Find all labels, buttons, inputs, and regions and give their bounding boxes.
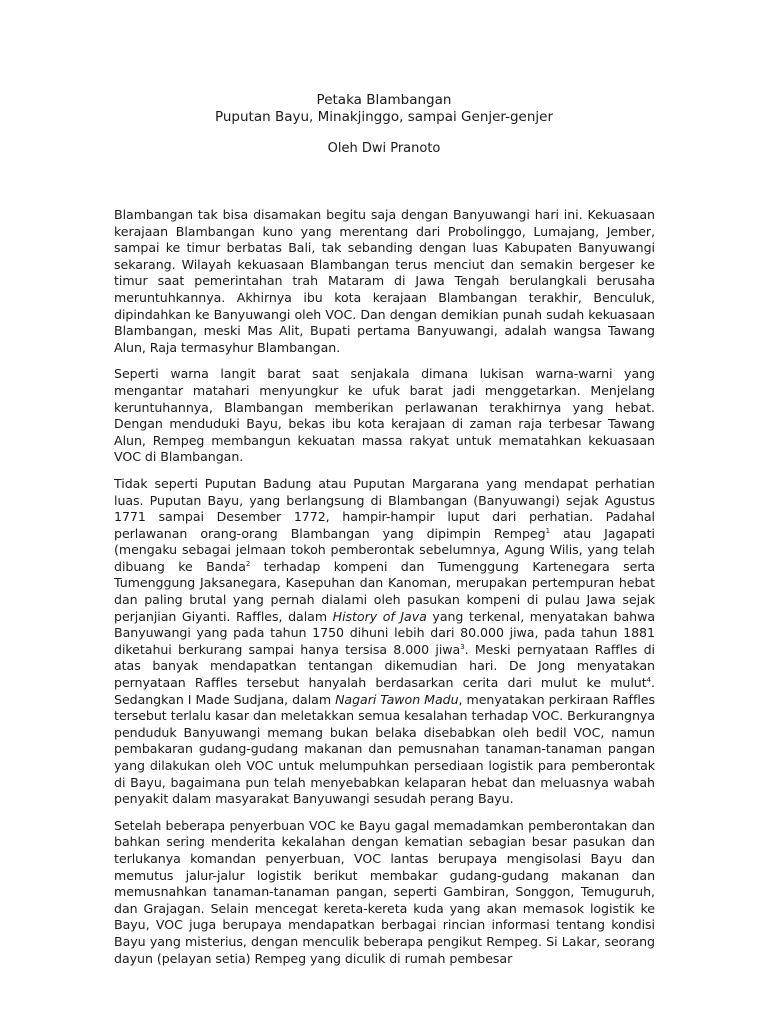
footnote-marker: 3 bbox=[460, 642, 465, 651]
paragraph-text: yang terkenal, menyatakan bahwa Banyuwangi yang pada tahun 1750 dihuni lebih dari 80.000 jiwa, pada tahun 1881 diketahui berkurang sampai hanya tersisa 8.000 jiwa bbox=[114, 608, 655, 657]
paragraph-text: atau Jagapati (mengaku sebagai jelmaan tokoh pemberontak sebelumnya, Agung Wilis, yang telah dibuang ke Banda bbox=[114, 525, 656, 574]
paragraph-text: Setelah beberapa penyerbuan VOC ke Bayu gagal memadamkan pemberontakan dan bahkan sering menderita kekalahan dengan kematian sebagian besar pasukan dan terlukanya komandan penyerbuan, VOC lantas berupaya mengisolasi Bayu dan memutus jalur-jalur logistik berikut membakar gudang-gudang makanan dan memusnahkan tanaman-tanaman pangan, seperti Gambiran, Songgon, Temuguruh, dan Grajagan. Selain mencegat kereta-kereta kuda yang akan memasok logistik ke Bayu, VOC juga berupaya mendapatkan berbagai rincian informasi tentang kondisi Bayu yang misterius, dengan menculik beberapa pengikut Rempeg. Si Lakar, seorang dayun (pelayan setia) Rempeg yang diculik di rumah pembesar bbox=[114, 817, 655, 966]
paragraph-3 bbox=[114, 476, 655, 808]
book-title: Nagari Tawon Madu bbox=[335, 691, 459, 707]
paragraph-4 bbox=[114, 818, 655, 967]
document-title: Petaka Blambangan bbox=[316, 92, 452, 108]
book-title: History of Java bbox=[332, 608, 427, 624]
paragraph-text: . Meski pernyataan Raffles di atas banyak mendapatkan tentangan dikemudian hari. De Jong menyatakan pernyataan Raffles tersebut hanyalah berdasarkan cerita dari mulut ke mulut bbox=[114, 641, 655, 691]
paragraph-text: Tidak seperti Puputan Badung atau Puputan Margarana yang mendapat perhatian luas. Puputan Bayu, yang berlangsung di Blambangan (Banyuwangi) sejak Agustus 1771 sampai Desember 1772, hampir-hampir luput dari perhatian. Padahal perlawanan orang-orang Blambangan yang dipimpin Rempeg bbox=[114, 475, 655, 541]
paragraph-text: . Sedangkan I Made Sudjana, dalam bbox=[114, 675, 655, 707]
footnote-marker: 1 bbox=[545, 526, 550, 535]
footnote-marker: 4 bbox=[646, 675, 652, 684]
document-header bbox=[0, 92, 768, 157]
paragraph-text: Blambangan tak bisa disamakan begitu saja dengan Banyuwangi hari ini. Kekuasaan kerajaan Blambangan kuno yang merentang dari Probolinggo, Lumajang, Jember, sampai ke timur berbatas Bali, tak sebanding dengan luas Kabupaten Banyuwangi sekarang. Wilayah kekuasaan Blambangan terus menciut dan semakin bergeser ke timur saat pemerintahan trah Mataram di Jawa Tengah berulangkali berusaha meruntuhkannya. Akhirnya ibu kota kerajaan Blambangan terakhir, Benculuk, dipindahkan ke Banyuwangi oleh VOC. Dan dengan demikian punah sudah kekuasaan Blambangan, meski Mas Alit, Bupati pertama Banyuwangi, adalah wangsa Tawang Alun, Raja termasyhur Blambangan. bbox=[114, 207, 655, 355]
document-author: Oleh Dwi Pranoto bbox=[327, 141, 441, 156]
paragraph-text: Seperti warna langit barat saat senjakala dimana lukisan warna-warni yang mengantar matahari menyungkur ke ufuk barat jadi menggetarkan. Menjelang keruntuhannya, Blambangan memberikan perlawanan terakhirnya yang hebat. Dengan menduduki Bayu, bekas ibu kota kerajaan di zaman raja terbesar Tawang Alun, Rempeg membangun kekuatan massa rakyat untuk mematahkan kekuasaan VOC di Blambangan. bbox=[114, 366, 655, 465]
document-body bbox=[114, 207, 655, 977]
document-subtitle: Puputan Bayu, Minakjinggo, sampai Genjer-genjer bbox=[214, 109, 554, 125]
paragraph-2 bbox=[114, 366, 655, 466]
paragraph-1 bbox=[114, 207, 655, 356]
paragraph-text: , menyatakan perkiraan Raffles tersebut terlalu kasar dan meletakkan semua kesalahan terhadap VOC. Berkurangnya penduduk Banyuwangi memang bukan belaka disebabkan oleh bedil VOC, namun pembakaran gudang-gudang makanan dan pemusnahan tanaman-tanaman pangan yang dilakukan oleh VOC untuk melumpuhkan persediaan logistik para pemberontak di Bayu, bagaimana pun telah menyebabkan kelaparan hebat dan meluasnya wabah penyakit dalam masyarakat Banyuwangi sesudah perang Bayu. bbox=[114, 691, 655, 807]
footnote-marker: 2 bbox=[245, 559, 251, 568]
paragraph-text: terhadap kompeni dan Tumenggung Kartenegara serta Tumenggung Jaksanegara, Kasepuhan dan Kanoman, merupakan pertempuran hebat dan paling brutal yang pernah dialami oleh pasukan kompeni di pulau Jawa sejak perjanjian Giyanti. Raffles, dalam bbox=[114, 558, 655, 624]
